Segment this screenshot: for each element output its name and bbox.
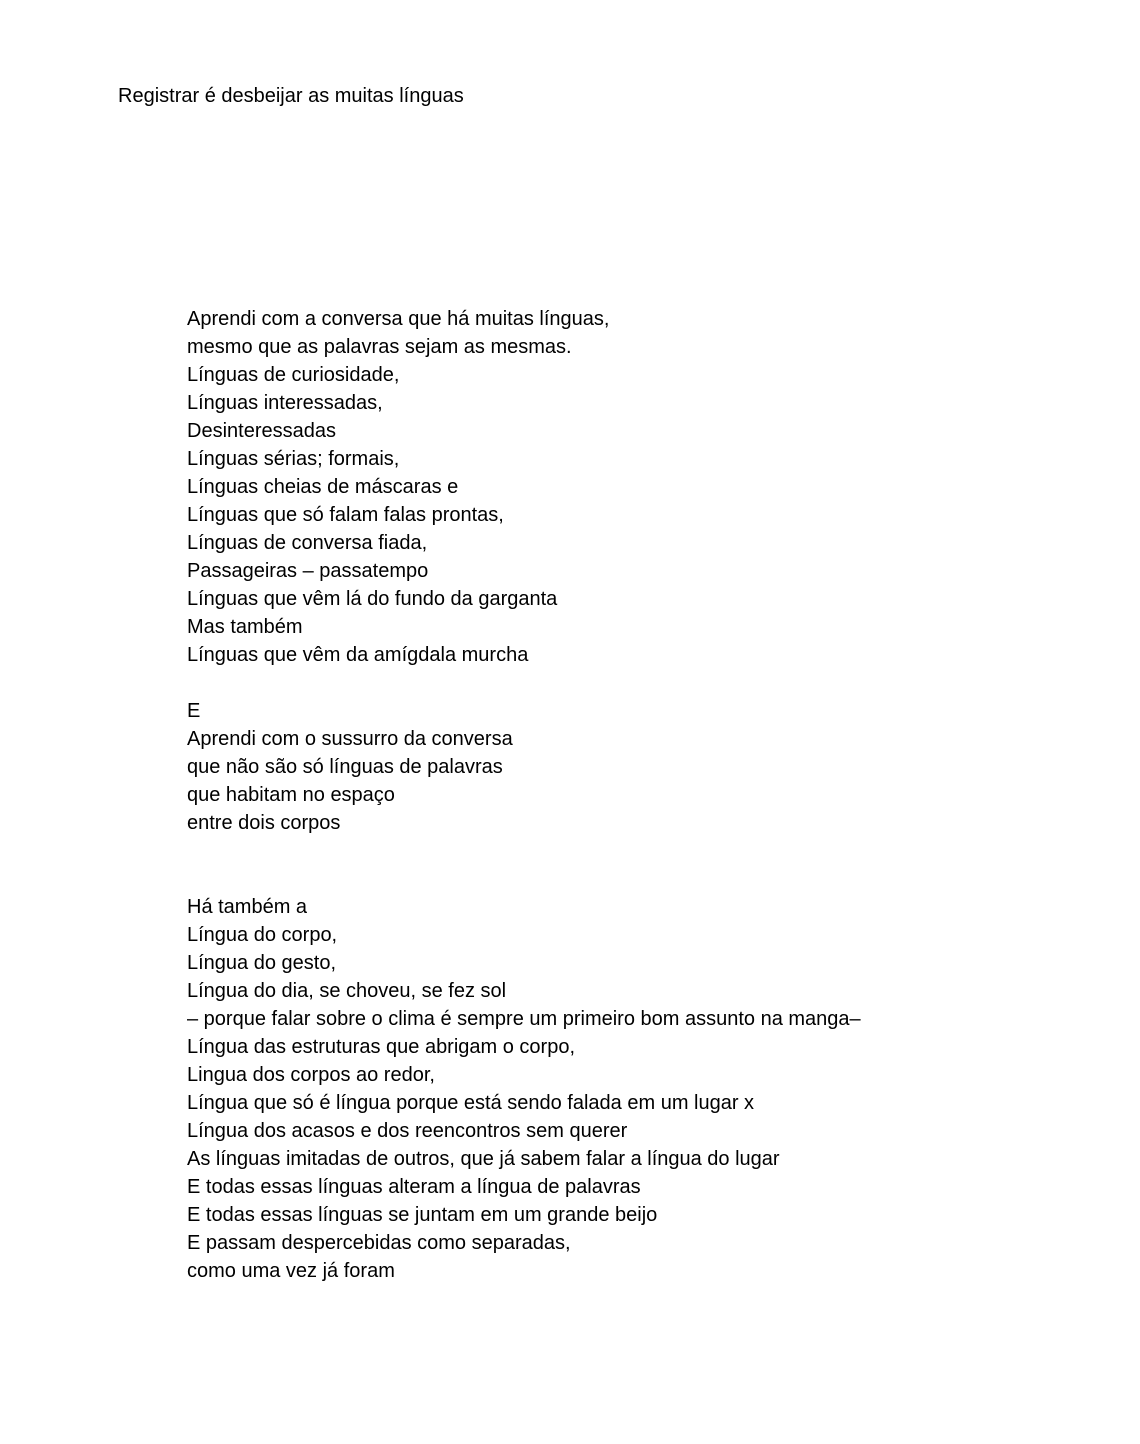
poem-line: Língua das estruturas que abrigam o corpo, <box>187 1036 576 1058</box>
stanza-spacer <box>187 669 1087 697</box>
poem-line: que habitam no espaço <box>187 784 395 806</box>
poem-line: como uma vez já foram <box>187 1260 395 1282</box>
poem-body <box>187 305 1087 1285</box>
poem-line: Línguas de conversa fiada, <box>187 532 428 554</box>
stanza-spacer <box>187 837 1087 893</box>
document-title: Registrar é desbeijar as muitas línguas <box>118 85 464 107</box>
poem-line: Línguas que vêm lá do fundo da garganta <box>187 588 558 610</box>
poem-line: Lingua dos corpos ao redor, <box>187 1064 435 1086</box>
stanza-2 <box>187 697 1087 837</box>
poem-line: E todas essas línguas se juntam em um grande beijo <box>187 1204 658 1226</box>
poem-line: Línguas que só falam falas prontas, <box>187 504 504 526</box>
poem-line: Desinteressadas <box>187 420 336 442</box>
poem-line: E passam despercebidas como separadas, <box>187 1232 571 1254</box>
poem-line: Passageiras – passatempo <box>187 560 429 582</box>
stanza-3 <box>187 893 1087 1285</box>
poem-line: E <box>187 700 201 722</box>
poem-line: Língua do corpo, <box>187 924 338 946</box>
poem-line: E todas essas línguas alteram a língua de palavras <box>187 1176 641 1198</box>
poem-line: Aprendi com a conversa que há muitas línguas, <box>187 308 610 330</box>
poem-line: que não são só línguas de palavras <box>187 756 503 778</box>
poem-line: Línguas interessadas, <box>187 392 383 414</box>
poem-line: – porque falar sobre o clima é sempre um primeiro bom assunto na manga– <box>187 1008 861 1030</box>
poem-line: Mas também <box>187 616 303 638</box>
poem-line: Língua dos acasos e dos reencontros sem querer <box>187 1120 628 1142</box>
poem-line: Há também a <box>187 896 308 918</box>
poem-line: Línguas sérias; formais, <box>187 448 400 470</box>
poem-line: Língua do dia, se choveu, se fez sol <box>187 980 507 1002</box>
poem-line: As línguas imitadas de outros, que já sabem falar a língua do lugar <box>187 1148 780 1170</box>
poem-line: Línguas de curiosidade, <box>187 364 400 386</box>
poem-line: Língua do gesto, <box>187 952 337 974</box>
poem-line: mesmo que as palavras sejam as mesmas. <box>187 336 572 358</box>
poem-line: Línguas cheias de máscaras e <box>187 476 459 498</box>
poem-line: Línguas que vêm da amígdala murcha <box>187 644 529 666</box>
stanza-1 <box>187 305 1087 669</box>
poem-line: entre dois corpos <box>187 812 341 834</box>
poem-line: Língua que só é língua porque está sendo falada em um lugar x <box>187 1092 755 1114</box>
poem-line: Aprendi com o sussurro da conversa <box>187 728 513 750</box>
